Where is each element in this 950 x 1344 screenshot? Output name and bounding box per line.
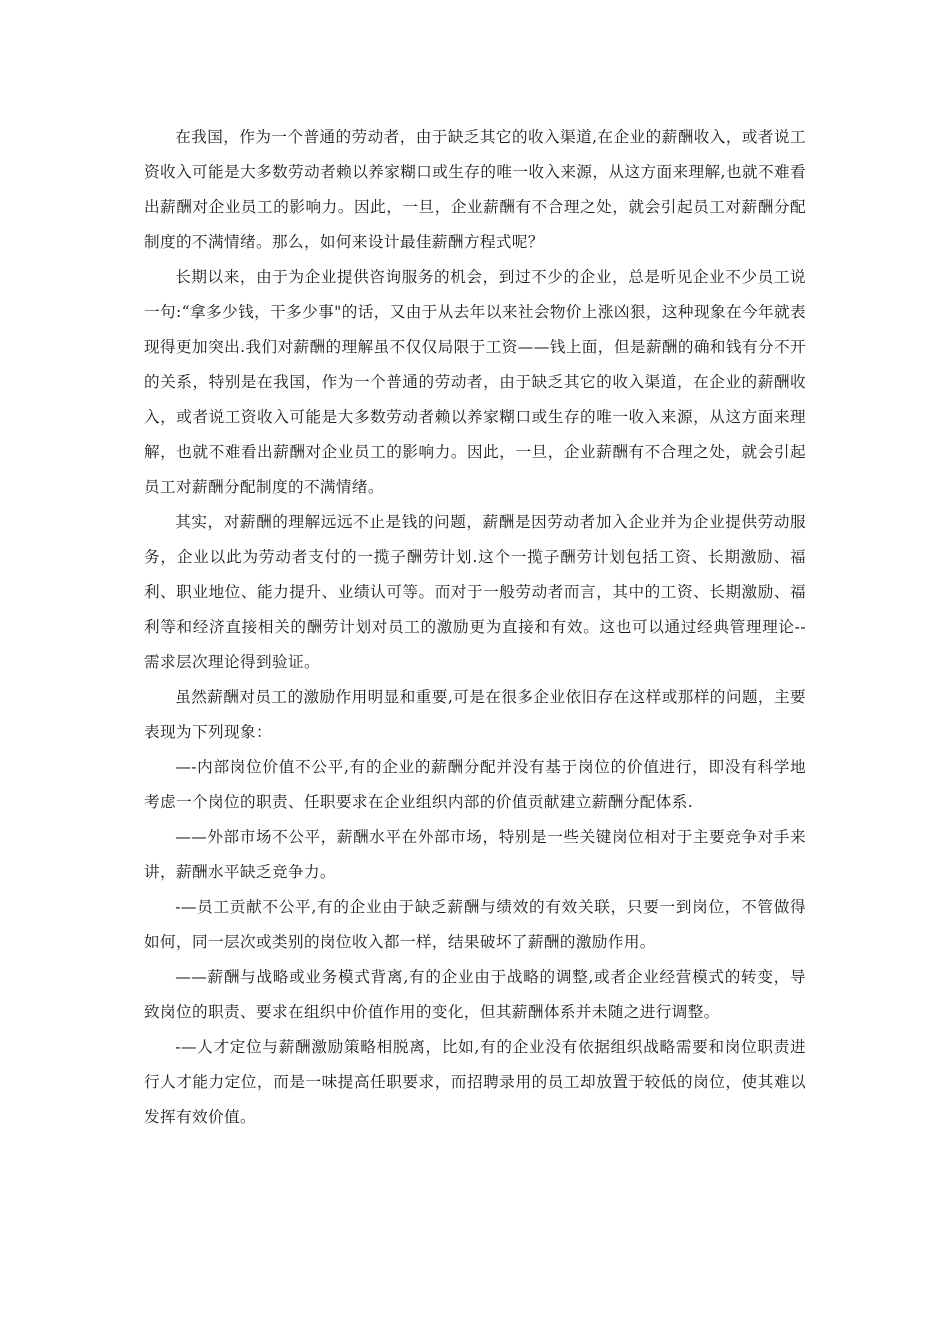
paragraph-8: ——薪酬与战略或业务模式背离,有的企业由于战略的调整,或者企业经营模式的转变，导致岗位的职责、要求在组织中价值作用的变化，但其薪酬体系并未随之进行调整。 bbox=[144, 968, 806, 1021]
paragraph-7: -—员工贡献不公平,有的企业由于缺乏薪酬与绩效的有效关联，只要一到岗位，不管做得如何，同一层次或类别的岗位收入都一样，结果破坏了薪酬的激励作用。 bbox=[144, 898, 806, 951]
paragraph-4: 虽然薪酬对员工的激励作用明显和重要,可是在很多企业依旧存在这样或那样的问题，主要表现为下列现象： bbox=[144, 688, 806, 741]
paragraph-9: -—人才定位与薪酬激励策略相脱离，比如,有的企业没有依据组织战略需要和岗位职责进行人才能力定位，而是一味提高任职要求，而招聘录用的员工却放置于较低的岗位，使其难以发挥有效价值。 bbox=[144, 1038, 806, 1126]
paragraph-5: —-内部岗位价值不公平,有的企业的薪酬分配并没有基于岗位的价值进行，即没有科学地考虑一个岗位的职责、任职要求在企业组织内部的价值贡献建立薪酬分配体系. bbox=[144, 758, 806, 811]
document-body bbox=[144, 120, 806, 1135]
paragraph-6: ——外部市场不公平，薪酬水平在外部市场，特别是一些关键岗位相对于主要竞争对手来讲，薪酬水平缺乏竞争力。 bbox=[144, 828, 806, 881]
paragraph-1: 在我国，作为一个普通的劳动者，由于缺乏其它的收入渠道,在企业的薪酬收入，或者说工资收入可能是大多数劳动者赖以养家糊口或生存的唯一收入来源，从这方面来理解,也就不难看出薪酬对企业员工的影响力。因此，一旦，企业薪酬有不合理之处，就会引起员工对薪酬分配制度的不满情绪。那么，如何来设计最佳薪酬方程式呢？ bbox=[144, 128, 806, 251]
paragraph-3: 其实，对薪酬的理解远远不止是钱的问题，薪酬是因劳动者加入企业并为企业提供劳动服务，企业以此为劳动者支付的一揽子酬劳计划.这个一揽子酬劳计划包括工资、长期激励、福利、职业地位、能力提升、业绩认可等。而对于一般劳动者而言，其中的工资、长期激励、福利等和经济直接相关的酬劳计划对员工的激励更为直接和有效。这也可以通过经典管理理论--需求层次理论得到验证。 bbox=[144, 513, 806, 671]
paragraph-2: 长期以来，由于为企业提供咨询服务的机会，到过不少的企业，总是听见企业不少员工说一句:“拿多少钱，干多少事"的话，又由于从去年以来社会物价上涨凶狠，这种现象在今年就表现得更加突出.我们对薪酬的理解虽不仅仅局限于工资——钱上面，但是薪酬的确和钱有分不开的关系，特别是在我国，作为一个普通的劳动者，由于缺乏其它的收入渠道，在企业的薪酬收入，或者说工资收入可能是大多数劳动者赖以养家糊口或生存的唯一收入来源，从这方面来理解，也就不难看出薪酬对企业员工的影响力。因此，一旦，企业薪酬有不合理之处，就会引起员工对薪酬分配制度的不满情绪。 bbox=[144, 268, 806, 496]
